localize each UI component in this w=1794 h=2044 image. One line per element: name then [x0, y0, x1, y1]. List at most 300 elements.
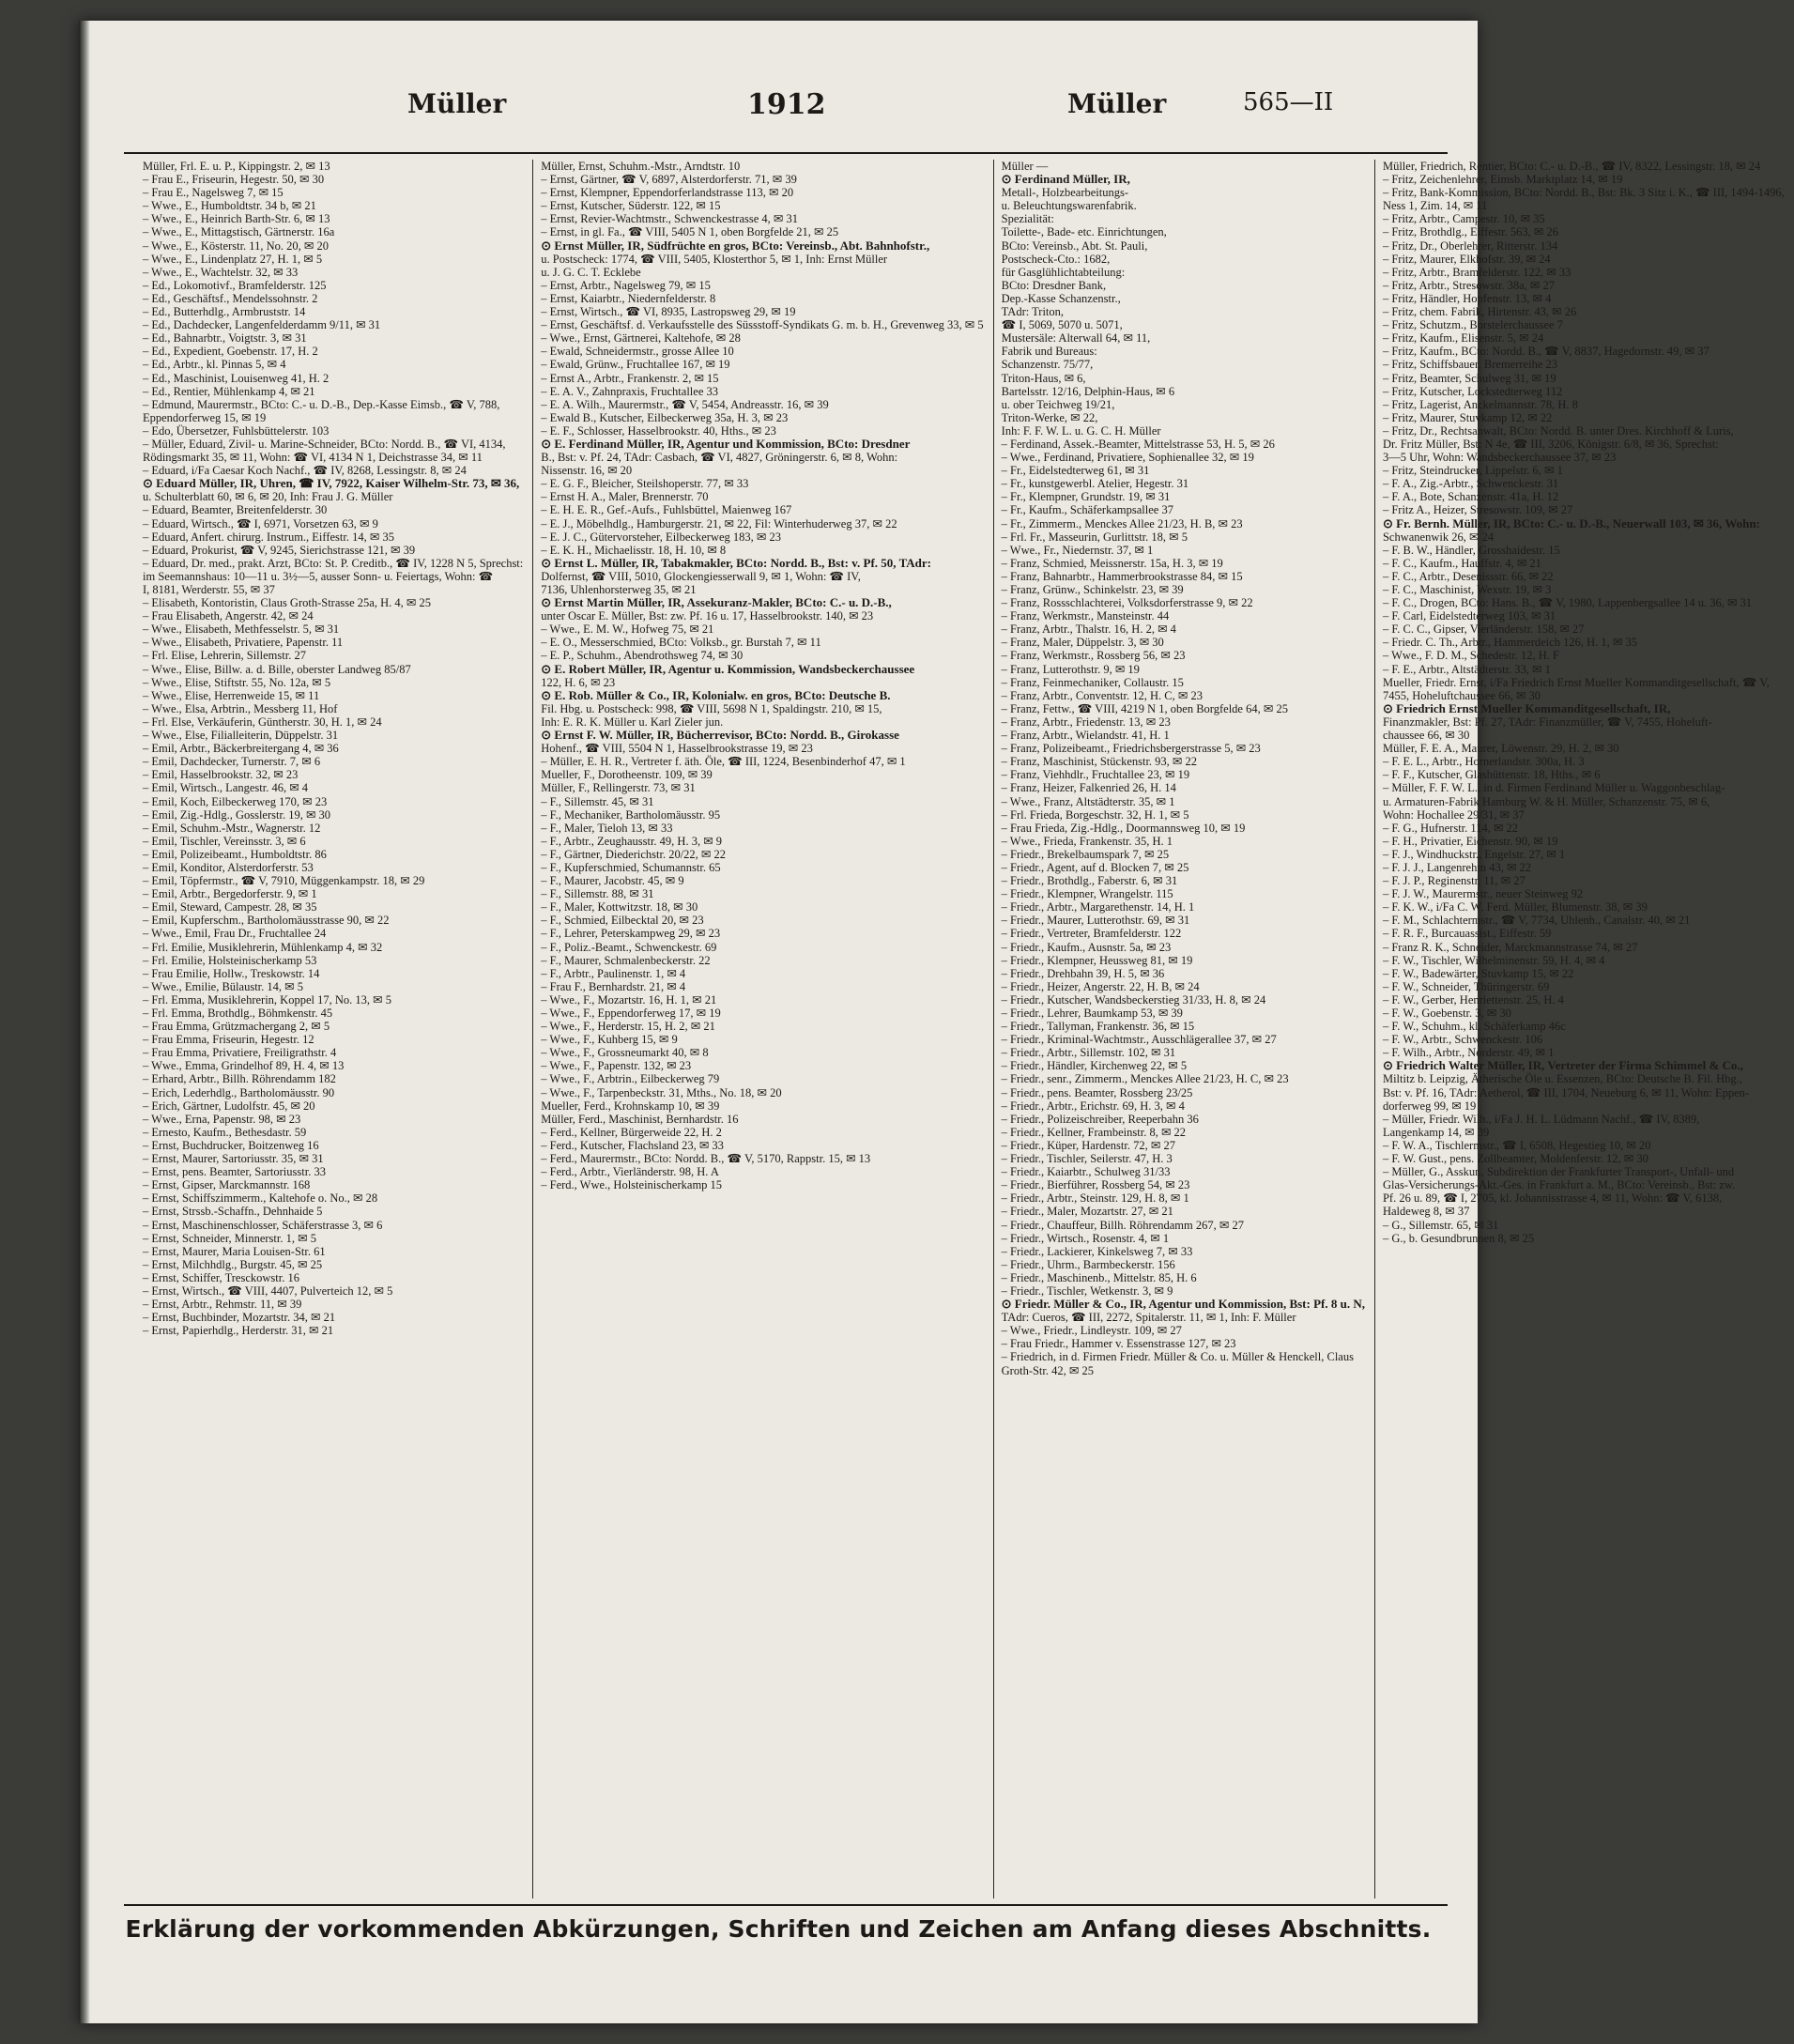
directory-entry: – Franz, Lutterothstr. 9, ✉ 19: [1001, 662, 1140, 676]
directory-entry: – Ernst, in gl. Fa., ☎ VIII, 5405 N 1, oben Borgfelde 21, ✉ 25: [541, 225, 839, 239]
column-2: [533, 160, 993, 1898]
directory-entry: – Friedr., Maler, Mozartstr. 27, ✉ 21: [1001, 1205, 1173, 1219]
directory-entry: – Friedr., Kaiarbtr., Schulweg 31/33: [1001, 1165, 1171, 1179]
directory-entry: – Fritz, Arbtr., Campestr. 10, ✉ 35: [1382, 212, 1545, 226]
directory-entry: – Fritz, Zeichenlehrer, Eimsb. Marktplatz 14, ✉ 19: [1382, 173, 1623, 187]
directory-entry: – Ed., Geschäftsf., Mendelssohnstr. 2: [143, 291, 318, 305]
directory-entry: – Ed., Arbtr., kl. Pinnas 5, ✉ 4: [143, 358, 286, 372]
directory-entry: – Franz R. K., Schneider, Marckmannstrasse 74, ✉ 27: [1382, 940, 1638, 954]
directory-entry: Bartelsstr. 12/16, Delphin-Haus, ✉ 6: [1001, 384, 1175, 398]
directory-entry: – Fritz, Maurer, Elkhofstr. 39, ✉ 24: [1382, 252, 1551, 266]
directory-entry: dorferweg 99, ✉ 19: [1382, 1099, 1477, 1113]
directory-entry: – Wwe., Emma, Grindelhof 89, H. 4, ✉ 13: [143, 1059, 345, 1073]
directory-entry: – F. Wilh., Arbtr., Norderstr. 49, ✉ 1: [1382, 1046, 1555, 1060]
directory-entry: ⊙ Ferdinand Müller, IR,: [1001, 172, 1130, 187]
directory-entry: Miltitz b. Leipzig, Ätherische Öle u. Essenzen, BCto: Deutsche B. Fil. Hbg.,: [1382, 1072, 1742, 1086]
directory-entry: Ness 1, Zim. 14, ✉ 11: [1382, 199, 1488, 213]
directory-entry: – F., Arbtr., Zeughausstr. 49, H. 3, ✉ 9: [541, 834, 723, 848]
directory-entry: – Friedr., Brothdlg., Faberstr. 6, ✉ 31: [1001, 874, 1178, 888]
directory-entry: – Eduard, Dr. med., prakt. Arzt, BCto: St. P. Creditb., ☎ IV, 1228 N 5, Sprechst:: [143, 556, 524, 570]
directory-entry: – Friedrich, in d. Firmen Friedr. Müller & Co. u. Müller & Henckell, Claus: [1001, 1350, 1354, 1364]
directory-entry: – Eduard, Beamter, Breitenfelderstr. 30: [143, 503, 328, 517]
directory-entry: u. ober Teichweg 19/21,: [1001, 397, 1115, 411]
directory-entry: – Wwe., F., Mozartstr. 16, H. 1, ✉ 21: [541, 992, 717, 1007]
directory-entry: 3—5 Uhr, Wohn: Wandsbeckerchaussee 37, ✉ 23: [1382, 451, 1617, 465]
directory-entry: BCto: Vereinsb., Abt. St. Pauli,: [1001, 238, 1148, 253]
directory-entry: – Ernst, Arbtr., Rehmstr. 11, ✉ 39: [143, 1298, 302, 1312]
directory-entry: – Friedr., Maschinenb., Mittelstr. 85, H. 6: [1001, 1270, 1197, 1284]
directory-entry: Müller, Ernst, Schuhm.-Mstr., Arndtstr. 10: [541, 160, 741, 173]
directory-entry: TAdr: Triton,: [1001, 305, 1065, 319]
directory-entry: – Ferd., Wwe., Holsteinischerkamp 15: [541, 1178, 723, 1192]
directory-entry: – Friedr., Arbtr., Margarethenstr. 14, H. 1: [1001, 900, 1195, 914]
directory-entry: – F. K. W., i/Fa C. W. Ferd. Müller, Blumenstr. 38, ✉ 39: [1382, 900, 1648, 914]
directory-entry: – Franz, Werkmstr., Mansteinstr. 44: [1001, 609, 1170, 623]
directory-entry: – Wwe., F., Tarpenbeckstr. 31, Mths., No. 18, ✉ 20: [541, 1085, 782, 1099]
directory-entry: – F. C. C., Gipser, Vierländerstr. 158, ✉ 27: [1382, 622, 1585, 637]
header-rule: [124, 152, 1448, 154]
directory-entry: – Fr., Klempner, Grundstr. 19, ✉ 31: [1001, 490, 1171, 504]
directory-entry: – Wwe., E., Humboldtstr. 34 b, ✉ 21: [143, 199, 316, 213]
page-binding-edge: [79, 21, 90, 2023]
directory-entry: – Friedr., Maurer, Lutterothstr. 69, ✉ 31: [1001, 914, 1190, 928]
directory-entry: – Friedr., senr., Zimmerm., Menckes Allee 21/23, H. C, ✉ 23: [1001, 1072, 1289, 1086]
directory-entry: – Friedr., pens. Beamter, Rossberg 23/25: [1001, 1085, 1193, 1099]
directory-entry: Spezialität:: [1001, 212, 1054, 226]
directory-entry: chaussee 66, ✉ 30: [1382, 729, 1470, 743]
directory-entry: – Eduard, i/Fa Caesar Koch Nachf., ☎ IV, 8268, Lessingstr. 8, ✉ 24: [143, 464, 467, 478]
directory-entry: – Wwe., Else, Filialleiterin, Düppelstr. 31: [143, 729, 339, 743]
directory-entry: – Friedr., Klempner, Heussweg 81, ✉ 19: [1001, 953, 1193, 967]
directory-entry: 7455, Hoheluftchaussee 66, ✉ 30: [1382, 688, 1541, 702]
directory-entry: – F. W. A., Tischlermstr., ☎ I, 6508, Hegestieg 10, ✉ 20: [1382, 1138, 1651, 1152]
directory-entry: – Friedr. C. Th., Arbtr., Hammerdeich 126, H. 1, ✉ 35: [1382, 636, 1637, 650]
directory-entry: – Fritz, Dr., Rechtsanwalt, BCto: Nordd. B. unter Dres. Kirchhoff & Luris,: [1382, 423, 1734, 438]
directory-entry: – F., Maurer, Jacobstr. 45, ✉ 9: [541, 874, 684, 888]
directory-entry: – Wwe., Frieda, Frankenstr. 35, H. 1: [1001, 834, 1173, 848]
directory-entry: Inh: E. R. K. Müller u. Karl Zieler jun.: [541, 715, 724, 729]
directory-entry: – E. G. F., Bleicher, Steilshoperstr. 77, ✉ 33: [541, 477, 749, 491]
directory-entry: Dolfernst, ☎ VIII, 5010, Glockengiesserwall 9, ✉ 1, Wohn: ☎ IV,: [541, 569, 861, 583]
directory-entry: – Fr., Kaufm., Schäferkampsallee 37: [1001, 503, 1173, 517]
directory-entry: – Fritz, Kutscher, Lockstedterweg 112: [1382, 384, 1563, 398]
directory-entry: Müller, F., Rellingerstr. 73, ✉ 31: [541, 781, 696, 795]
directory-entry: – Emil, Tischler, Vereinsstr. 3, ✉ 6: [143, 834, 306, 848]
directory-entry: Müller, Ferd., Maschinist, Bernhardstr. 16: [541, 1112, 739, 1126]
directory-entry: – E. J., Möbelhdlg., Hamburgerstr. 21, ✉ 22, Fil: Winterhuderweg 37, ✉ 22: [541, 516, 897, 530]
directory-entry: u. Armaturen-Fabrik Hamburg W. & H. Müller, Schanzenstr. 75, ✉ 6,: [1382, 794, 1710, 808]
directory-entry: – E. J. C., Gütervorsteher, Eilbeckerweg 183, ✉ 23: [541, 530, 781, 544]
directory-entry: – F. Carl, Eidelstedterweg 103, ✉ 31: [1382, 609, 1556, 623]
directory-entry: – Wwe., E., Mittagstisch, Gärtnerstr. 16a: [143, 225, 335, 239]
directory-entry: – Frau F., Bernhardstr. 21, ✉ 4: [541, 979, 686, 993]
directory-entry: 122, H. 6, ✉ 23: [541, 675, 616, 689]
directory-entry: – Franz, Heizer, Falkenried 26, H. 14: [1001, 781, 1176, 795]
directory-entry: – Ernst A., Arbtr., Frankenstr. 2, ✉ 15: [541, 371, 719, 385]
directory-entry: – Erhard, Arbtr., Billh. Röhrendamm 182: [143, 1072, 336, 1086]
directory-entry: – Fritz, Maurer, Stuvkamp 12, ✉ 22: [1382, 410, 1553, 424]
directory-entry: – Ed., Bahnarbtr., Voigtstr. 3, ✉ 31: [143, 331, 307, 346]
directory-entry: – Frau Emma, Friseurin, Hegestr. 12: [143, 1033, 314, 1047]
page-header: [79, 88, 1478, 133]
directory-entry: – Ernst, Schneider, Minnerstr. 1, ✉ 5: [143, 1231, 316, 1245]
directory-entry: – Wwe., E. M. W., Hofweg 75, ✉ 21: [541, 622, 714, 637]
directory-entry: – Friedr., Heizer, Angerstr. 22, H. B, ✉ 24: [1001, 979, 1200, 993]
directory-entry: – Fritz A., Heizer, Stresowstr. 109, ✉ 27: [1382, 503, 1573, 517]
directory-entry: – F. W., Goebenstr. 3, ✉ 30: [1382, 1007, 1511, 1020]
directory-entry: – Frl. Emilie, Holsteinischerkamp 53: [143, 953, 317, 967]
directory-entry: – Franz, Polizeibeamt., Friedrichsbergerstrasse 5, ✉ 23: [1001, 742, 1261, 756]
directory-entry: – F. C., Kaufm., Hauffstr. 4, ✉ 21: [1382, 556, 1541, 570]
directory-entry: – F. J. J., Langenrehm 43, ✉ 22: [1382, 860, 1532, 874]
directory-entry: – Ewald, Schneidermstr., grosse Allee 10: [541, 345, 734, 359]
directory-entry: Mueller, Ferd., Krohnskamp 10, ✉ 39: [541, 1099, 720, 1113]
directory-entry: – Wwe., Emil, Frau Dr., Fruchtallee 24: [143, 927, 327, 941]
directory-entry: – F. W., Badewärter, Stuvkamp 15, ✉ 22: [1382, 966, 1574, 980]
directory-entry: – F. W. Gust., pens. Zollbeamter, Moldenferstr. 12, ✉ 30: [1382, 1152, 1648, 1166]
directory-entry: – Emil, Kupferschm., Bartholomäusstrasse 90, ✉ 22: [143, 914, 390, 928]
directory-entry: u. Postscheck: 1774, ☎ VIII, 5405, Klosterthor 5, ✉ 1, Inh: Ernst Müller: [541, 252, 888, 266]
directory-entry: – Wwe., E., Kösterstr. 11, No. 20, ✉ 20: [143, 238, 329, 253]
directory-entry: – Friedr., Chauffeur, Billh. Röhrendamm 267, ✉ 27: [1001, 1218, 1244, 1232]
directory-entry: – Fritz, chem. Fabrik, Hirtenstr. 43, ✉ 26: [1382, 305, 1577, 319]
directory-entry: Dep.-Kasse Schanzenstr.,: [1001, 291, 1121, 305]
directory-entry: – Frau Elisabeth, Angerstr. 42, ✉ 24: [143, 609, 314, 623]
directory-entry: ⊙ Friedr. Müller & Co., IR, Agentur und Kommission, Bst: Pf. 8 u. N,: [1001, 1297, 1365, 1312]
directory-entry: B., Bst: v. Pf. 24, TAdr: Casbach, ☎ VI, 4827, Gröningerstr. 6, ✉ 8, Wohn:: [541, 451, 898, 465]
directory-entry: – F. W., Arbtr., Schwenckestr. 106: [1382, 1033, 1543, 1047]
directory-entry: – Friedr., Lackierer, Kinkelsweg 7, ✉ 33: [1001, 1244, 1193, 1258]
directory-entry: – Ernst, Strssb.-Schaffn., Dehnhaide 5: [143, 1205, 323, 1219]
directory-entry: – Franz, Bahnarbtr., Hammerbrookstrasse 84, ✉ 15: [1001, 569, 1243, 583]
directory-entry: – Franz, Maschinist, Stückenstr. 93, ✉ 22: [1001, 755, 1198, 769]
directory-entry: – Franz, Werkmstr., Rossberg 56, ✉ 23: [1001, 649, 1186, 663]
directory-entry: – Wwe., F., Kuhberg 15, ✉ 9: [541, 1033, 678, 1047]
directory-entry: – F. E. L., Arbtr., Hornerlandstr. 300a, H. 3: [1382, 755, 1585, 769]
directory-entry: – Emil, Hasselbrookstr. 32, ✉ 23: [143, 768, 299, 782]
directory-entry: – G., b. Gesundbrunnen 8, ✉ 25: [1382, 1231, 1535, 1245]
directory-entry: – F. J. P., Reginenstr. 11, ✉ 27: [1382, 874, 1526, 888]
directory-entry: – Wwe., E., Heinrich Barth-Str. 6, ✉ 13: [143, 212, 330, 226]
directory-entry: – E. H. E. R., Gef.-Aufs., Fuhlsbüttel, Maienweg 167: [541, 503, 792, 517]
directory-entry: – Ed., Butterhdlg., Armbruststr. 14: [143, 305, 306, 319]
directory-entry: – Emil, Wirtsch., Langestr. 46, ✉ 4: [143, 781, 309, 795]
directory-entry: – Emil, Konditor, Alsterdorferstr. 53: [143, 860, 314, 874]
abbreviation-note: Erklärung der vorkommenden Abkürzungen, Schriften und Zeichen am Anfang dieses Abschnitts.: [125, 1915, 1432, 1943]
directory-entry: ⊙ Eduard Müller, IR, Uhren, ☎ IV, 7922, Kaiser Wilhelm-Str. 73, ✉ 36,: [143, 476, 520, 491]
directory-entry: – Franz, Viehhdlr., Fruchtallee 23, ✉ 19: [1001, 768, 1190, 782]
directory-entry: – Franz, Grünw., Schinkelstr. 23, ✉ 39: [1001, 583, 1184, 596]
directory-entry: – Fritz, Händler, Hopfenstr. 13, ✉ 4: [1382, 291, 1552, 305]
header-left-keyword: Müller: [407, 88, 507, 119]
column-3: [994, 160, 1375, 1898]
directory-entry: – Frl. Else, Verkäuferin, Güntherstr. 30, H. 1, ✉ 24: [143, 715, 382, 729]
directory-entry: unter Oscar E. Müller, Bst: zw. Pf. 16 u. 17, Hasselbrookstr. 140, ✉ 23: [541, 609, 874, 623]
column-4: [1375, 160, 1794, 1898]
directory-entry: Hohenf., ☎ VIII, 5504 N 1, Hasselbrookstrasse 19, ✉ 23: [541, 742, 813, 756]
directory-entry: – Friedr., Lehrer, Baumkamp 53, ✉ 39: [1001, 1007, 1183, 1020]
directory-entry: – Wwe., Ferdinand, Privatiere, Sophienallee 32, ✉ 19: [1001, 451, 1254, 465]
directory-entry: – Franz, Feinmechaniker, Collaustr. 15: [1001, 675, 1184, 689]
directory-entry: u. J. G. C. T. Ecklebe: [541, 265, 641, 279]
directory-entry: Rödingsmarkt 35, ✉ 11, Wohn: ☎ VI, 4134 N 1, Deichstrasse 34, ✉ 11: [143, 451, 483, 465]
directory-entry: Triton-Werke, ✉ 22,: [1001, 410, 1098, 424]
directory-entry: – Franz, Schmied, Meissnerstr. 15a, H. 3, ✉ 19: [1001, 556, 1223, 570]
directory-entry: – Frau Friedr., Hammer v. Essenstrasse 127, ✉ 23: [1001, 1337, 1236, 1351]
directory-entry: Fabrik und Bureaus:: [1001, 345, 1097, 359]
directory-entry: Mueller, Friedr. Ernst, i/Fa Friedrich Ernst Mueller Kommanditgesellschaft, ☎ V,: [1382, 675, 1770, 689]
directory-entry: – Wwe., F. D. M., Schedestr. 12, H. F: [1382, 649, 1559, 663]
directory-entry: – F., Sillemstr. 45, ✉ 31: [541, 794, 654, 808]
directory-entry: – Emil, Arbtr., Bergedorferstr. 9, ✉ 1: [143, 887, 317, 901]
directory-entry: – Frau E., Nagelsweg 7, ✉ 15: [143, 186, 284, 200]
directory-entry: – Emil, Zig.-Hdlg., Gosslerstr. 19, ✉ 30: [143, 807, 331, 822]
directory-entry: – F., Poliz.-Beamt., Schwenckestr. 69: [541, 940, 717, 954]
column-1: [135, 160, 533, 1898]
directory-entry: – Fritz, Arbtr., Stresowstr. 38a, ✉ 27: [1382, 278, 1556, 292]
directory-entry: – Wwe., Friedr., Lindleystr. 109, ✉ 27: [1001, 1324, 1182, 1338]
directory-entry: – Emil, Steward, Campestr. 28, ✉ 35: [143, 900, 317, 914]
directory-entry: – Edmund, Maurermstr., BCto: C.- u. D.-B., Dep.-Kasse Eimsb., ☎ V, 788,: [143, 397, 500, 411]
directory-entry: – Erich, Gärtner, Ludolfstr. 45, ✉ 20: [143, 1099, 315, 1113]
directory-entry: – Frau Emma, Privatiere, Freiligrathstr. 4: [143, 1046, 337, 1060]
directory-entry: – Emil, Arbtr., Bäckerbreitergang 4, ✉ 36: [143, 742, 339, 756]
directory-entry: – Friedr., Drehbahn 39, H. 5, ✉ 36: [1001, 966, 1165, 980]
directory-entry: – Emil, Koch, Eilbeckerweg 170, ✉ 23: [143, 794, 328, 808]
directory-entry: – Wwe., Elisabeth, Methfesselstr. 5, ✉ 31: [143, 622, 340, 637]
directory-entry: Inh: F. F. W. L. u. G. C. H. Müller: [1001, 423, 1161, 438]
directory-entry: – E. O., Messerschmied, BCto: Volksb., gr. Burstah 7, ✉ 11: [541, 636, 821, 650]
directory-entry: – Ernst, Revier-Wachtmstr., Schwenckestrasse 4, ✉ 31: [541, 212, 798, 226]
directory-entry: – E. F., Schlosser, Hasselbrookstr. 40, Hths., ✉ 23: [541, 423, 776, 438]
directory-entry: Toilette-, Bade- etc. Einrichtungen,: [1001, 225, 1167, 239]
directory-entry: – Fritz, Lagerist, Anckelmannstr. 78, H. 8: [1382, 397, 1578, 411]
directory-entry: – Franz, Arbtr., Friedenstr. 13, ✉ 23: [1001, 715, 1171, 729]
directory-entry: – F., Maurer, Schmalenbeckerstr. 22: [541, 953, 711, 967]
directory-entry: – F. G., Hufnerstr. 114, ✉ 22: [1382, 821, 1519, 835]
directory-entry: – Müller, Eduard, Zivil- u. Marine-Schneider, BCto: Nordd. B., ☎ VI, 4134,: [143, 437, 506, 451]
directory-entry: – Ernst, Maurer, Sartoriusstr. 35, ✉ 31: [143, 1152, 324, 1166]
directory-entry: – F. F., Kutscher, Glashüttenstr. 18, Hths., ✉ 6: [1382, 768, 1601, 782]
directory-entry: Nissenstr. 16, ✉ 20: [541, 464, 633, 478]
directory-entry: – Ernst, Milchhdlg., Burgstr. 45, ✉ 25: [143, 1257, 323, 1271]
directory-entry: – Edo, Übersetzer, Fuhlsbüttelerstr. 103: [143, 423, 330, 438]
directory-entry: – Frl. Emilie, Musiklehrerin, Mühlenkamp 4, ✉ 32: [143, 940, 383, 954]
directory-entry: – Fritz, Schutzm., Borstelerchaussee 7: [1382, 318, 1563, 332]
directory-entry: – Ferd., Kellner, Bürgerweide 22, H. 2: [541, 1125, 722, 1139]
directory-entry: Fil. Hbg. u. Postscheck: 998, ☎ VIII, 5698 N 1, Spaldingstr. 210, ✉ 15,: [541, 701, 882, 715]
directory-entry: – Fritz, Arbtr., Bramfelderstr. 122, ✉ 33: [1382, 265, 1572, 279]
directory-entry: – E. P., Schuhm., Abendrothsweg 74, ✉ 30: [541, 649, 744, 663]
directory-entry: – Wwe., F., Herderstr. 15, H. 2, ✉ 21: [541, 1020, 715, 1034]
directory-entry: – Ernst, Papierhdlg., Herderstr. 31, ✉ 21: [143, 1324, 334, 1338]
directory-entry: – E. A. Wilh., Maurermstr., ☎ V, 5454, Andreasstr. 16, ✉ 39: [541, 397, 829, 411]
directory-entry: – F. C., Drogen, BCto: Hans. B., ☎ V, 1980, Lappenbergsallee 14 u. 36, ✉ 31: [1382, 596, 1753, 610]
directory-entry: Finanzmakler, Bst: Pf. 27, TAdr: Finanzmüller, ☎ V, 7455, Hoheluft-: [1382, 715, 1712, 729]
directory-entry: – Ernst, Gärtner, ☎ V, 6897, Alsterdorferstr. 71, ✉ 39: [541, 173, 797, 187]
directory-entry: ⊙ E. Ferdinand Müller, IR, Agentur und Kommission, BCto: Dresdner: [541, 436, 911, 451]
directory-entry: – Wwe., Elise, Stiftstr. 55, No. 12a, ✉ 5: [143, 675, 331, 689]
directory-entry: Pf. 26 u. 89, ☎ I, 2705, kl. Johannisstrasse 4, ✉ 11, Wohn: ☎ V, 6138,: [1382, 1191, 1723, 1206]
directory-entry: – F. W., Gerber, Henriettenstr. 25, H. 4: [1382, 992, 1564, 1007]
directory-entry: – Friedr., Wirtsch., Rosenstr. 4, ✉ 1: [1001, 1231, 1170, 1245]
directory-entry: – E. K. H., Michaelisstr. 18, H. 10, ✉ 8: [541, 543, 727, 557]
directory-entry: – F., Kupferschmied, Schumannstr. 65: [541, 860, 721, 874]
directory-entry: – Friedr., Tischler, Seilerstr. 47, H. 3: [1001, 1152, 1173, 1166]
directory-entry: – Wwe., F., Papenstr. 132, ✉ 23: [541, 1059, 692, 1073]
directory-entry: – Fritz, Steindrucker, Lippelstr. 6, ✉ 1: [1382, 464, 1563, 478]
directory-entry: – Wwe., F., Arbtrin., Eilbeckerweg 79: [541, 1072, 720, 1086]
directory-entry: – F., Gärtner, Diederichstr. 20/22, ✉ 22: [541, 847, 727, 861]
directory-entry: – Eduard, Prokurist, ☎ V, 9245, Sierichstrasse 121, ✉ 39: [143, 543, 416, 557]
directory-entry: – Friedr., Kellner, Frambeinstr. 8, ✉ 22: [1001, 1125, 1187, 1139]
directory-entry: – Franz, Fettw., ☎ VIII, 4219 N 1, oben Borgfelde 64, ✉ 25: [1001, 701, 1288, 715]
directory-entry: ⊙ E. Rob. Müller & Co., IR, Kolonialw. en gros, BCto: Deutsche B.: [541, 687, 891, 702]
directory-entry: – Frl. Frieda, Borgeschstr. 32, H. 1, ✉ 5: [1001, 807, 1189, 822]
directory-entry: – F. W., Schuhm., kl. Schäferkamp 46c: [1382, 1020, 1566, 1034]
directory-entry: – Ed., Maschinist, Louisenweg 41, H. 2: [143, 371, 330, 385]
directory-entry: ⊙ Friedrich Walter Müller, IR, Vertreter der Firma Schimmel & Co.,: [1382, 1058, 1743, 1073]
directory-entry: – Ewald, Grünw., Fruchtallee 167, ✉ 19: [541, 358, 730, 372]
directory-entry: – Friedr., Uhrm., Barmbeckerstr. 156: [1001, 1257, 1175, 1271]
directory-entry: – Friedr., Arbtr., Steinstr. 129, H. 8, ✉ 1: [1001, 1191, 1189, 1206]
directory-entry: Haldeweg 8, ✉ 37: [1382, 1205, 1470, 1219]
directory-entry: – Friedr., Brekelbaumspark 7, ✉ 25: [1001, 847, 1170, 861]
directory-entry: – Wwe., Elsa, Arbtrin., Messberg 11, Hof: [143, 701, 338, 715]
directory-entry: – Erich, Lederhdlg., Bartholomäusstr. 90: [143, 1085, 335, 1099]
directory-entry: – F., Schmied, Eilbecktal 20, ✉ 23: [541, 914, 704, 928]
directory-entry: – F., Mechaniker, Bartholomäusstr. 95: [541, 807, 721, 822]
directory-entry: – Ferd., Kutscher, Flachsland 23, ✉ 33: [541, 1138, 724, 1152]
directory-entry: – Emil, Schuhm.-Mstr., Wagnerstr. 12: [143, 821, 321, 835]
directory-entry: – F. J. W., Maurermstr., neuer Steinweg 92: [1382, 887, 1584, 901]
directory-entry: – Friedr., Arbtr., Erichstr. 69, H. 3, ✉ 4: [1001, 1099, 1185, 1113]
directory-entry: – F., Sillemstr. 88, ✉ 31: [541, 887, 654, 901]
directory-entry: – Ernst, Arbtr., Nagelsweg 79, ✉ 15: [541, 278, 711, 292]
directory-entry: – Ernst, Klempner, Eppendorferlandstrasse 113, ✉ 20: [541, 186, 794, 200]
directory-entry: – Ed., Rentier, Mühlenkamp 4, ✉ 21: [143, 384, 315, 398]
directory-entry: – Frau Emilie, Hollw., Treskowstr. 14: [143, 966, 320, 980]
directory-page: [79, 21, 1785, 2023]
directory-entry: – Fritz, Dr., Oberlehrer, Ritterstr. 134: [1382, 238, 1558, 253]
directory-entry: – F. H., Privatier, Eichenstr. 90, ✉ 19: [1382, 834, 1558, 848]
directory-entry: – Friedr., Klempner, Wrangelstr. 115: [1001, 887, 1173, 901]
directory-entry: – Eduard, Anfert. chirurg. Instrum., Eiffestr. 14, ✉ 35: [143, 530, 394, 544]
directory-entry: u. Schulterblatt 60, ✉ 6, ✉ 20, Inh: Frau J. G. Müller: [143, 490, 393, 504]
directory-entry: Triton-Haus, ✉ 6,: [1001, 371, 1086, 385]
directory-entry: – Fritz, Kaufm., BCto: Nordd. B., ☎ V, 8837, Hagedornstr. 49, ✉ 37: [1382, 345, 1710, 359]
directory-entry: – Emil, Dachdecker, Turnerstr. 7, ✉ 6: [143, 755, 321, 769]
directory-entry: Glas-Versicherungs-Akt.-Ges. in Frankfurt a. M., BCto: Vereinsb., Bst: zw.: [1382, 1178, 1736, 1192]
directory-entry: – F. W., Tischler, Wilhelminenstr. 59, H. 4, ✉ 4: [1382, 953, 1605, 967]
directory-entry: – F., Maler, Kottwitzstr. 18, ✉ 30: [541, 900, 698, 914]
directory-entry: – Ernst H. A., Maler, Brennerstr. 70: [541, 490, 709, 504]
directory-entry: – Fritz, Schiffsbauer, Bremerreihe 23: [1382, 358, 1557, 372]
directory-entry: ⊙ Fr. Bernh. Müller, IR, BCto: C.- u. D.-B., Neuerwall 103, ✉ 36, Wohn:: [1382, 515, 1760, 530]
directory-entry: Mustersäle: Alterwall 64, ✉ 11,: [1001, 331, 1151, 346]
directory-entry: – F. A., Zig.-Arbtr., Schwenckestr. 31: [1382, 477, 1559, 491]
directory-entry: – Ernst, Kaiarbtr., Niedernfelderstr. 8: [541, 291, 716, 305]
directory-entry: – Ed., Lokomotivf., Bramfelderstr. 125: [143, 278, 327, 292]
directory-entry: Eppendorferweg 15, ✉ 19: [143, 410, 267, 424]
directory-entry: – Ernst, Buchdrucker, Boitzenweg 16: [143, 1138, 319, 1152]
directory-entry: Müller, F. E. A., Maurer, Löwenstr. 29, H. 2, ✉ 30: [1382, 742, 1619, 756]
directory-entry: – Fritz, Kaufm., Elisenstr. 5, ✉ 24: [1382, 331, 1544, 346]
directory-entry: Dr. Fritz Müller, Bst: N 4e, ☎ III, 3206, Königstr. 6/8, ✉ 36, Sprechst:: [1382, 437, 1719, 451]
directory-entry: – Frau E., Friseurin, Hegestr. 50, ✉ 30: [143, 173, 325, 187]
directory-entry: Müller, Friedrich, Rentier, BCto: C.- u. D.-B., ☎ IV, 8322, Lessingstr. 18, ✉ 24: [1382, 160, 1761, 173]
directory-entry: Postscheck-Cto.: 1682,: [1001, 252, 1111, 266]
directory-entry: – Ernst, Schiffszimmerm., Kaltehofe o. No., ✉ 28: [143, 1191, 378, 1206]
directory-entry: – Ferd., Arbtr., Vierländerstr. 98, H. A: [541, 1165, 719, 1179]
directory-entry: – Franz, Arbtr., Thalstr. 16, H. 2, ✉ 4: [1001, 622, 1176, 637]
directory-entry: Bst: v. Pf. 16, TAdr: Aetherol, ☎ III, 1704, Neueburg 6, ✉ 11, Wohn: Eppen-: [1382, 1085, 1750, 1099]
directory-entry: – Wwe., E., Lindenplatz 27, H. 1, ✉ 5: [143, 252, 323, 266]
directory-entry: – Wwe., Fr., Niedernstr. 37, ✉ 1: [1001, 543, 1154, 557]
directory-entry: für Gasglühlichtabteilung:: [1001, 265, 1126, 279]
directory-entry: – F. R. F., Burcauassist., Eiffestr. 59: [1382, 927, 1552, 941]
directory-entry: – F., Lehrer, Peterskampweg 29, ✉ 23: [541, 927, 721, 941]
directory-entry: – F. E., Arbtr., Altstädterstr. 33, ✉ 1: [1382, 662, 1551, 676]
directory-entry: – Ferdinand, Assek.-Beamter, Mittelstrasse 53, H. 5, ✉ 26: [1001, 437, 1275, 451]
directory-entry: – Ernst, Geschäftsf. d. Verkaufsstelle des Süssstoff-Syndikats G. m. b. H., Grevenweg 33, ✉ 5: [541, 318, 984, 332]
directory-entry: – Fritz, Beamter, Schulweg 31, ✉ 19: [1382, 371, 1556, 385]
directory-entry: – Ernst, Maschinenschlosser, Schäferstrasse 3, ✉ 6: [143, 1218, 383, 1232]
directory-entry: Müller, Frl. E. u. P., Kippingstr. 2, ✉ 13: [143, 160, 330, 173]
directory-entry: Müller —: [1001, 160, 1049, 173]
directory-entry: – F. J., Windhuckstr., Engelstr. 27, ✉ 1: [1382, 847, 1566, 861]
directory-entry: – Franz, Rossschlachterei, Volksdorferstrasse 9, ✉ 22: [1001, 596, 1253, 610]
directory-entry: TAdr: Cueros, ☎ III, 2272, Spitalerstr. 11, ✉ 1, Inh: F. Müller: [1001, 1311, 1296, 1325]
directory-entry: – Frl. Fr., Masseurin, Gurlittstr. 18, ✉ 5: [1001, 530, 1188, 544]
directory-entry: Schwanenwik 26, ✉ 24: [1382, 530, 1495, 544]
directory-entry: – Emil, Polizeibeamt., Humboldtstr. 86: [143, 847, 327, 861]
directory-entry: – Wwe., Elise, Billw. a. d. Bille, oberster Landweg 85/87: [143, 662, 411, 676]
directory-entry: – Ernst, Wirtsch., ☎ VI, 8935, Lastropsweg 29, ✉ 19: [541, 305, 796, 319]
directory-entry: – Müller, G., Asskur., Subdirektion der Frankfurter Transport-, Unfall- und: [1382, 1165, 1735, 1179]
directory-entry: Groth-Str. 42, ✉ 25: [1001, 1363, 1094, 1377]
directory-entry: – Müller, F. F. W. L., in d. Firmen Ferdinand Müller u. Waggonbeschlag-: [1382, 781, 1725, 795]
directory-entry: – Friedr., Kutscher, Wandsbeckerstieg 31/33, H. 8, ✉ 24: [1001, 992, 1266, 1007]
directory-entry: – E. A. V., Zahnpraxis, Fruchtallee 33: [541, 384, 718, 398]
directory-entry: im Seemannshaus: 10—11 u. 3½—5, ausser Sonn- u. Feiertags, Wohn: ☎: [143, 569, 494, 583]
directory-entry: – Frl. Emma, Musiklehrerin, Koppel 17, No. 13, ✉ 5: [143, 992, 391, 1007]
page-number: 565—II: [1243, 88, 1334, 116]
directory-entry: – F. C., Arbtr., Desenissstr. 66, ✉ 22: [1382, 569, 1554, 583]
directory-entry: – Wwe., Franz, Altstädterstr. 35, ✉ 1: [1001, 794, 1175, 808]
directory-entry: – Frau Emma, Grützmachergang 2, ✉ 5: [143, 1020, 330, 1034]
directory-entry: Langenkamp 14, ✉ 39: [1382, 1125, 1490, 1139]
directory-entry: – Fritz, Brothdlg., Eiffestr. 563, ✉ 26: [1382, 225, 1558, 239]
directory-entry: – Franz, Arbtr., Conventstr. 12, H. C, ✉ 23: [1001, 688, 1203, 702]
directory-entry: – Ernst, Gipser, Marckmannstr. 168: [143, 1178, 311, 1192]
directory-entry: – G., Sillemstr. 65, ✉ 31: [1382, 1218, 1499, 1232]
directory-entry: ⊙ Ernst Müller, IR, Südfrüchte en gros, BCto: Vereinsb., Abt. Bahnhofstr.,: [541, 238, 930, 253]
directory-entry: ☎ I, 5069, 5070 u. 5071,: [1001, 318, 1123, 332]
directory-entry: Mueller, F., Dorotheenstr. 109, ✉ 39: [541, 768, 713, 782]
directory-entry: – Elisabeth, Kontoristin, Claus Groth-Strasse 25a, H. 4, ✉ 25: [143, 596, 431, 610]
directory-entry: – Friedr., Arbtr., Sillemstr. 102, ✉ 31: [1001, 1046, 1176, 1060]
directory-entry: – Müller, Friedr. Wilh., i/Fa J. H. L. Lüdmann Nachf., ☎ IV, 8389,: [1382, 1112, 1700, 1126]
directory-entry: – Friedr., Kaufm., Ausnstr. 5a, ✉ 23: [1001, 940, 1172, 954]
directory-entry: – Ernst, Wirtsch., ☎ VIII, 4407, Pulverteich 12, ✉ 5: [143, 1283, 393, 1298]
directory-entry: Metall-, Holzbearbeitungs-: [1001, 186, 1129, 200]
directory-entry: – F., Arbtr., Paulinenstr. 1, ✉ 4: [541, 966, 686, 980]
directory-entry: – Wwe., Erna, Papenstr. 98, ✉ 23: [143, 1112, 301, 1126]
directory-entry: I, 8181, Werderstr. 55, ✉ 37: [143, 583, 275, 596]
directory-entry: – Ernst, Maurer, Maria Louisen-Str. 61: [143, 1244, 326, 1258]
directory-entry: – Emil, Töpfermstr., ☎ V, 7910, Müggenkampstr. 18, ✉ 29: [143, 874, 425, 888]
